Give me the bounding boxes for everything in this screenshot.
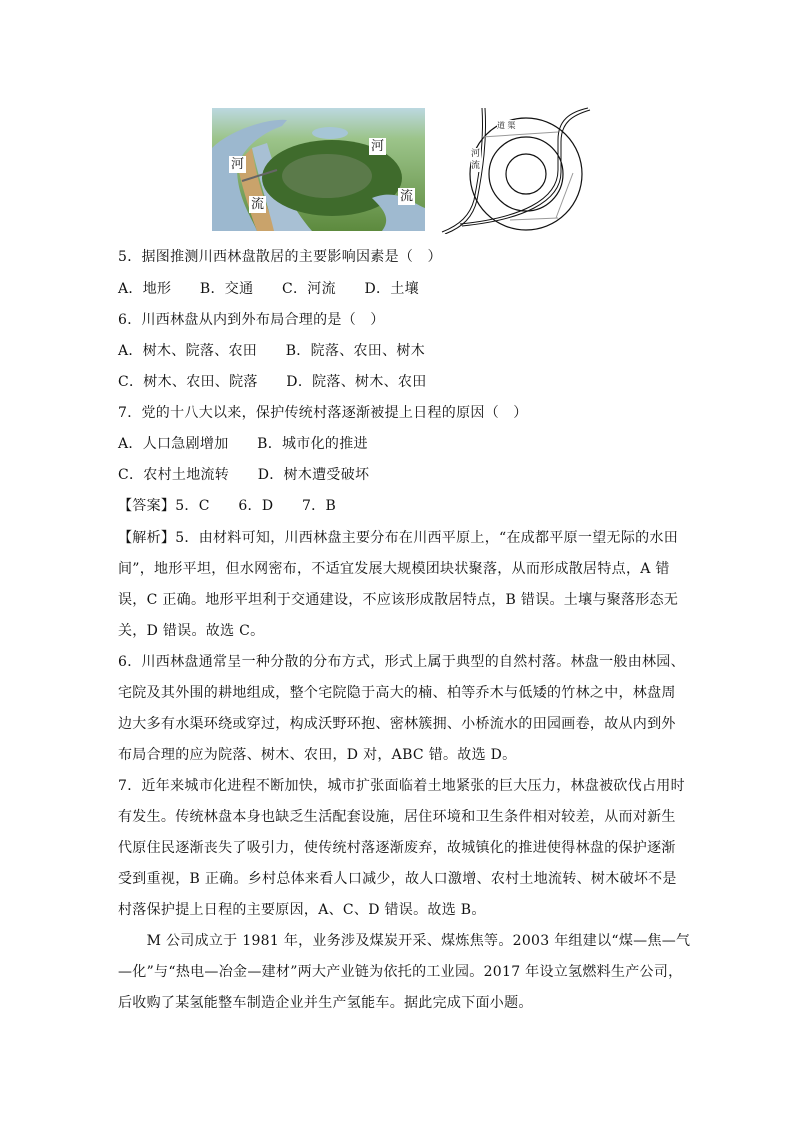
diagram-label-canal: 道 渠 bbox=[497, 121, 516, 130]
analysis-line: 6．川西林盘通常呈一种分散的分布方式，形式上属于典型的自然村落。林盘一般由林园、 bbox=[118, 654, 685, 670]
analysis-line: 间”，地形平坦，但水网密布，不适宜发展大规模团块状聚落，从而形成散居特点，A 错 bbox=[118, 561, 670, 577]
analysis-line: 有发生。传统林盘本身也缺乏生活配套设施，居住环境和卫生条件相对较差，从而对新生 bbox=[118, 809, 676, 825]
question-7-options-cd: C．农村土地流转 D．树木遭受破坏 bbox=[118, 467, 370, 483]
analysis-line: 受到重视，B 正确。乡村总体来看人口减少，故人口激增、农村土地流转、树木破坏不是 bbox=[118, 871, 677, 887]
analysis-line: 村落保护提上日程的主要原因，A、C、D 错误。故选 B。 bbox=[118, 902, 486, 918]
question-7: 7．党的十八大以来，保护传统村落逐渐被提上日程的原因（ ） bbox=[118, 405, 528, 421]
analysis-line: 布局合理的应为院落、树木、农田，D 对，ABC 错。故选 D。 bbox=[118, 747, 517, 763]
question-6-options-ab: A．树木、院落、农田 B．院落、农田、树木 bbox=[118, 343, 425, 359]
village-aerial-photo bbox=[212, 108, 425, 231]
answer-line: 【答案】5．C 6．D 7．B bbox=[118, 498, 337, 514]
material-paragraph-line: —化”与“热电—冶金—建材”两大产业链为依托的工业园。2017 年设立氢燃料生产公司， bbox=[118, 964, 683, 980]
analysis-line: 宅院及其外围的耕地组成，整个宅院隐于高大的楠、柏等乔木与低矮的竹林之中，林盘周 bbox=[118, 685, 676, 701]
material-paragraph-line: M 公司成立于 1981 年，业务涉及煤炭开采、煤炼焦等。2003 年组建以“煤—焦—气 bbox=[118, 933, 691, 949]
concentric-layout-illustration bbox=[440, 100, 592, 234]
analysis-line: 代原住民逐渐丧失了吸引力，使传统村落逐渐废弃，故城镇化的推进使得林盘的保护逐渐 bbox=[118, 840, 676, 856]
analysis-line: 关，D 错误。故选 C。 bbox=[118, 623, 265, 639]
photo-label-flow-1: 流 bbox=[251, 197, 265, 212]
analysis-line: 7．近年来城市化进程不断加快，城市扩张面临着土地紧张的巨大压力，林盘被砍伐占用时 bbox=[118, 778, 685, 794]
question-5-options: A．地形 B．交通 C．河流 D．土壤 bbox=[118, 281, 419, 297]
analysis-line: 误，C 正确。地形平坦利于交通建设，不应该形成散居特点，B 错误。土壤与聚落形态无 bbox=[118, 592, 679, 608]
question-7-options-ab: A．人口急剧增加 B．城市化的推进 bbox=[118, 436, 368, 452]
question-6: 6．川西林盘从内到外布局合理的是（ ） bbox=[118, 312, 385, 328]
analysis-line: 边大多有水渠环绕或穿过，构成沃野环抱、密林簇拥、小桥流水的田园画卷，故从内到外 bbox=[118, 716, 676, 732]
question-6-options-cd: C．树木、农田、院落 D．院落、树木、农田 bbox=[118, 374, 427, 390]
diagram-label-river: 河流 bbox=[471, 149, 481, 171]
photo-label-river-2: 河 bbox=[371, 139, 385, 154]
village-layout-diagram bbox=[440, 100, 592, 234]
material-paragraph-line: 后收购了某氢能整车制造企业并生产氢能车。据此完成下面小题。 bbox=[118, 995, 533, 1011]
question-5: 5．据图推测川西林盘散居的主要影响因素是（ ） bbox=[118, 249, 442, 265]
analysis-line: 【解析】5．由材料可知，川西林盘主要分布在川西平原上，“在成都平原一望无际的水田 bbox=[118, 530, 679, 546]
photo-label-river-1: 河 bbox=[231, 157, 245, 172]
photo-label-flow-2: 流 bbox=[400, 189, 414, 204]
